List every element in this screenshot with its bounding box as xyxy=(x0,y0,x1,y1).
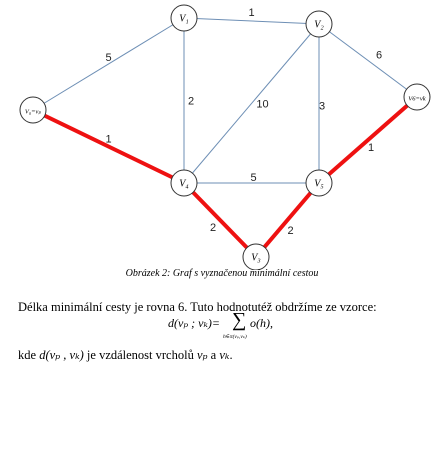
definition-expr: d(vₚ , vₖ) xyxy=(39,348,84,362)
edge-weight-v0-v4: 1 xyxy=(105,133,112,146)
edge-v5-v6-path xyxy=(319,97,417,183)
node-label-v2: V₂ xyxy=(314,19,324,31)
node-v2 xyxy=(306,11,332,37)
edge-weight-v2-v6: 6 xyxy=(375,49,383,62)
edge-weight-v0-v1: 5 xyxy=(105,52,112,64)
formula-rhs: o(h), xyxy=(250,316,273,330)
node-label-v1: V₁ xyxy=(179,13,189,25)
node-label-v6: V6=vk xyxy=(408,95,426,103)
definition-prefix: kde xyxy=(18,348,40,362)
edge-weight-v5-v6: 1 xyxy=(367,142,375,154)
node-v0 xyxy=(20,97,46,123)
node-v3 xyxy=(243,244,269,270)
edge-weight-v3-v5: 2 xyxy=(287,225,294,237)
figure-caption: Obrázek 2: Graf s vyznačenou minimální cestou xyxy=(125,268,319,279)
definition-text xyxy=(18,347,233,363)
formula-lhs: d(vₚ ; vₖ)= xyxy=(168,316,220,330)
paragraph-text: Délka minimální cesty je rovna 6. Tuto hodnotutéž obdržíme ze vzorce: xyxy=(18,300,377,314)
edge-weight-v4-v3: 2 xyxy=(209,222,217,234)
node-label-v3: V₃ xyxy=(251,252,261,264)
node-v6 xyxy=(404,84,430,110)
edge-weight-v1-v4: 2 xyxy=(187,95,195,108)
definition-and: a xyxy=(207,348,220,362)
node-v5 xyxy=(306,170,332,196)
definition-end: . xyxy=(229,348,233,362)
edge-v2-v6 xyxy=(319,24,417,97)
definition-middle: je vzdálenost vrcholů xyxy=(83,348,197,362)
edge-weight-v2-v4: 10 xyxy=(256,98,269,111)
edge-v4-v3-path xyxy=(184,183,256,257)
node-label-v0: V₀=vₚ xyxy=(24,108,42,116)
definition-vp: vₚ xyxy=(196,348,208,362)
edge-weight-v1-v2: 1 xyxy=(248,7,255,19)
edge-weight-v4-v5: 5 xyxy=(250,172,257,184)
edge-v0-v4-path xyxy=(33,110,184,183)
node-v4 xyxy=(171,170,197,196)
edge-weight-v2-v5: 3 xyxy=(318,100,326,113)
edge-v2-v4 xyxy=(184,24,319,183)
sum-symbol: ∑ xyxy=(232,309,247,331)
definition-vk: vₖ xyxy=(219,348,230,362)
node-label-v5: V₅ xyxy=(314,178,324,190)
sum-subscript: h∈π(vₚ,vₖ) xyxy=(223,334,247,340)
node-label-v4: V₄ xyxy=(179,178,189,190)
distance-formula xyxy=(168,309,308,348)
edge-v0-v1 xyxy=(33,18,184,110)
node-v1 xyxy=(171,5,197,31)
edge-v3-v5-path xyxy=(256,183,319,257)
